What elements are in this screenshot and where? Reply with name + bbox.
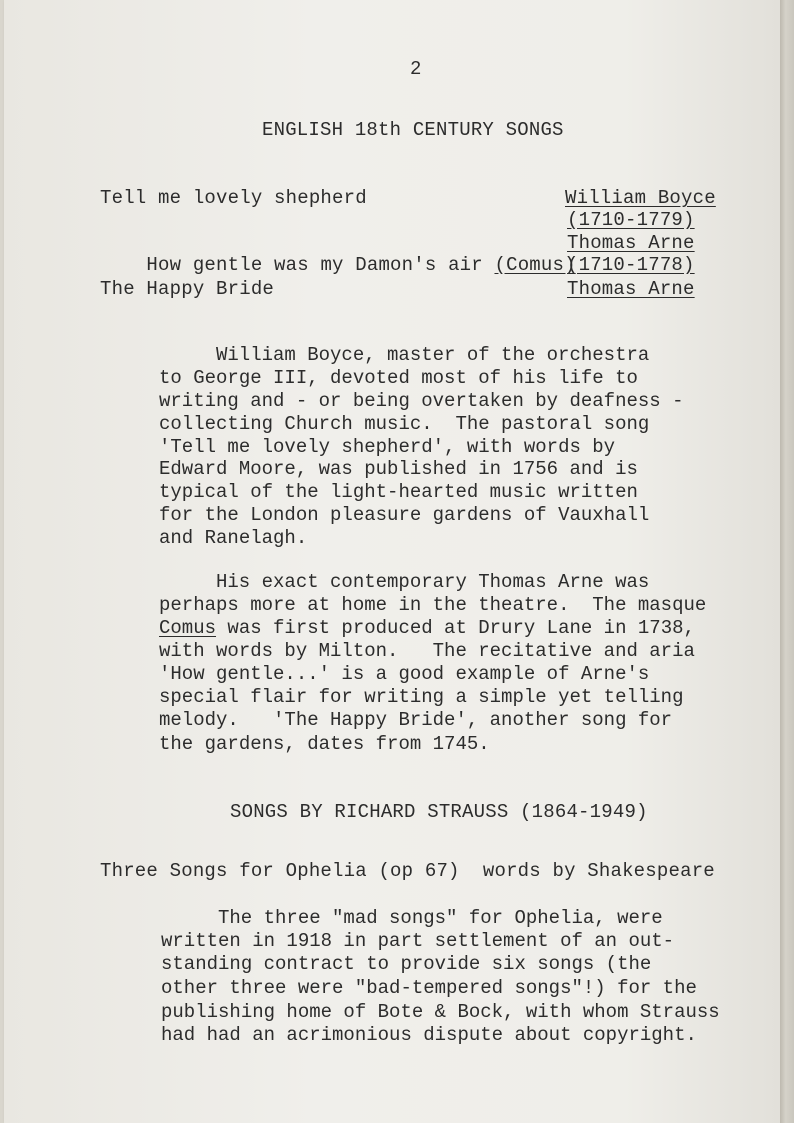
composer-name: Thomas Arne xyxy=(567,232,695,254)
work-line-ophelia: Three Songs for Ophelia (op 67) words by Shakespeare xyxy=(100,860,715,882)
paragraph-line: 'Tell me lovely shepherd', with words by xyxy=(159,436,616,458)
section-heading-strauss: SONGS BY RICHARD STRAUSS (1864-1949) xyxy=(230,801,648,823)
document-page xyxy=(4,0,780,1123)
paragraph-line: publishing home of Bote & Bock, with whom Strauss xyxy=(161,1001,720,1023)
song-title: Tell me lovely shepherd xyxy=(100,187,367,209)
paragraph-line: standing contract to provide six songs (the xyxy=(161,953,652,975)
paragraph-line: perhaps more at home in the theatre. The masque xyxy=(159,594,707,616)
paragraph-line-rest: was first produced at Drury Lane in 1738, xyxy=(216,617,695,639)
paragraph-line: and Ranelagh. xyxy=(159,527,308,549)
paragraph-line: had had an acrimonious dispute about copyright. xyxy=(161,1024,697,1046)
paragraph-line xyxy=(159,617,695,639)
paragraph-line: to George III, devoted most of his life to xyxy=(159,367,638,389)
section-heading-english-songs: ENGLISH 18th CENTURY SONGS xyxy=(262,119,564,141)
paragraph-line: writing and - or being overtaken by deafness - xyxy=(159,390,684,412)
composer-dates: (1710-1778) xyxy=(567,254,695,276)
composer-name: Thomas Arne xyxy=(567,278,695,300)
paragraph-line: Edward Moore, was published in 1756 and is xyxy=(159,458,638,480)
paragraph-line: other three were "bad-tempered songs"!) for the xyxy=(161,977,697,999)
song-title: The Happy Bride xyxy=(100,278,275,300)
paragraph-line: 'How gentle...' is a good example of Arne's xyxy=(159,663,650,685)
paragraph-line: His exact contemporary Thomas Arne was xyxy=(216,571,650,593)
comus-word: Comus xyxy=(159,617,217,639)
paragraph-line: the gardens, dates from 1745. xyxy=(159,733,490,755)
song-title-text: How gentle was my Damon's air xyxy=(146,254,495,276)
paragraph-line: collecting Church music. The pastoral song xyxy=(159,413,650,435)
paragraph-line: written in 1918 in part settlement of an out- xyxy=(161,930,675,952)
composer-name: William Boyce xyxy=(565,187,716,209)
page-edge xyxy=(780,0,794,1123)
song-title-comus: (Comus) xyxy=(494,254,576,276)
page-number: 2 xyxy=(410,58,422,80)
paragraph-line: with words by Milton. The recitative and aria xyxy=(159,640,695,662)
paragraph-line: special flair for writing a simple yet telling xyxy=(159,686,684,708)
paragraph-line: William Boyce, master of the orchestra xyxy=(216,344,650,366)
paragraph-line: typical of the light-hearted music written xyxy=(159,481,638,503)
paragraph-line: for the London pleasure gardens of Vauxhall xyxy=(159,504,650,526)
composer-dates: (1710-1779) xyxy=(567,209,695,231)
paragraph-line: The three "mad songs" for Ophelia, were xyxy=(218,907,663,929)
paragraph-line: melody. 'The Happy Bride', another song for xyxy=(159,709,673,731)
